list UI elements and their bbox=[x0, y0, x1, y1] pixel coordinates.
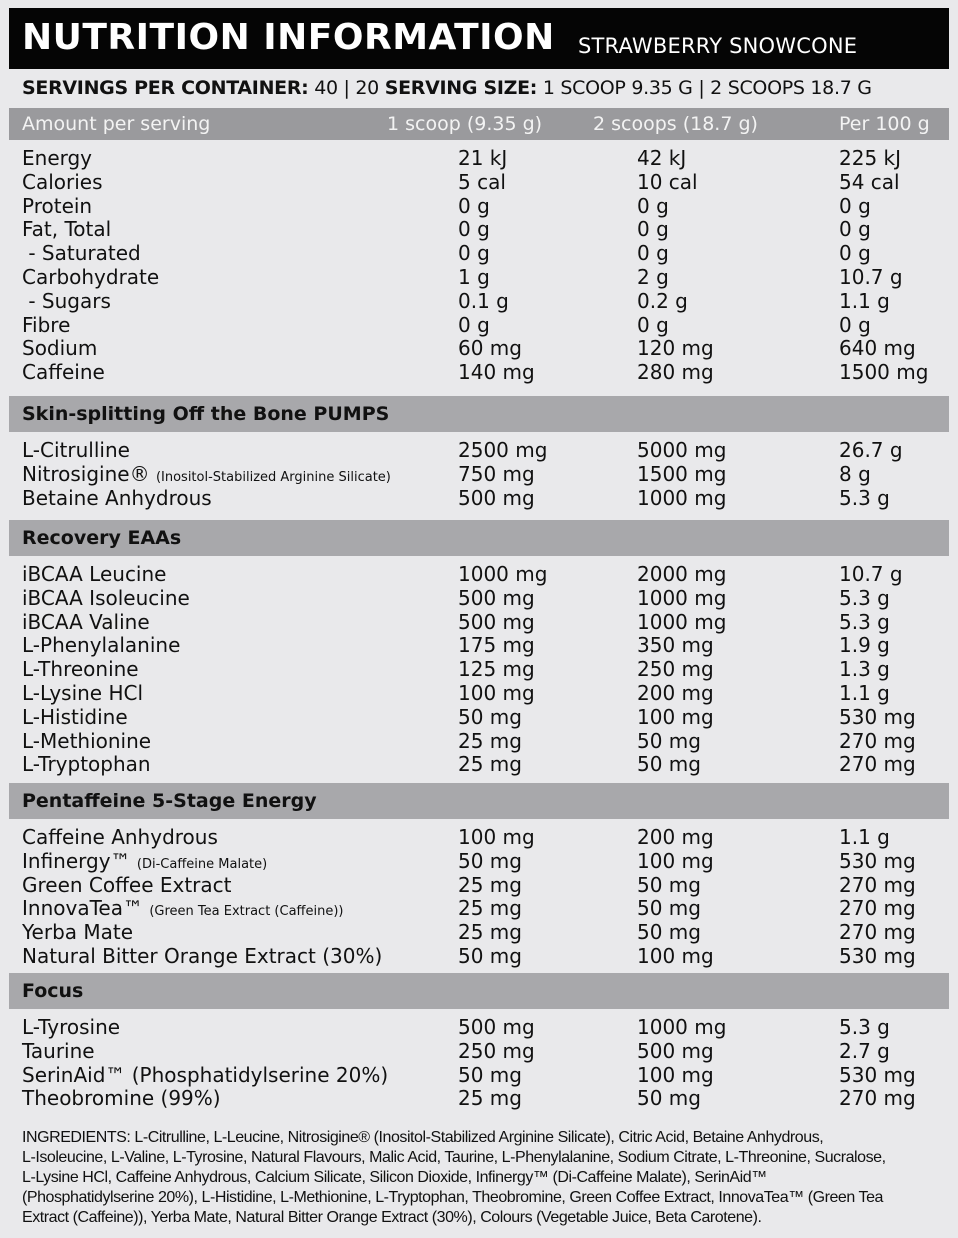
table-row bbox=[9, 849, 949, 873]
value-1-scoop: 50 mg bbox=[458, 944, 522, 968]
value-1-scoop: 25 mg bbox=[458, 1086, 522, 1110]
table-row bbox=[9, 1015, 949, 1039]
value-1-scoop: 125 mg bbox=[458, 657, 535, 681]
value-2-scoops: 100 mg bbox=[637, 1063, 714, 1087]
servings-per-container-value: 40 | 20 bbox=[314, 77, 379, 99]
title-bar bbox=[9, 8, 949, 69]
column-header-per-100g: Per 100 g bbox=[839, 113, 930, 135]
row-label: L-Histidine bbox=[22, 705, 128, 729]
row-name bbox=[22, 752, 151, 780]
value-1-scoop: 100 mg bbox=[458, 825, 535, 849]
value-per-100g: 5.3 g bbox=[839, 610, 890, 634]
value-per-100g: 26.7 g bbox=[839, 438, 903, 462]
value-per-100g: 530 mg bbox=[839, 705, 916, 729]
value-per-100g: 0 g bbox=[839, 217, 871, 241]
servings-line bbox=[22, 74, 872, 102]
row-label: L-Citrulline bbox=[22, 438, 130, 462]
row-label: L-Phenylalanine bbox=[22, 633, 181, 657]
value-1-scoop: 21 kJ bbox=[458, 146, 508, 170]
row-label: Infinergy™ bbox=[22, 849, 131, 873]
value-1-scoop: 1000 mg bbox=[458, 562, 548, 586]
value-per-100g: 5.3 g bbox=[839, 486, 890, 510]
row-label: iBCAA Leucine bbox=[22, 562, 167, 586]
table-row bbox=[9, 752, 949, 776]
table-row bbox=[9, 873, 949, 897]
section-title: Pentaffeine 5-Stage Energy bbox=[22, 790, 317, 812]
row-label: L-Tryptophan bbox=[22, 752, 151, 776]
row-label: - Saturated bbox=[22, 241, 141, 265]
nutrition-panel bbox=[9, 8, 949, 1230]
value-1-scoop: 500 mg bbox=[458, 1015, 535, 1039]
value-per-100g: 270 mg bbox=[839, 896, 916, 920]
value-2-scoops: 50 mg bbox=[637, 896, 701, 920]
value-per-100g: 270 mg bbox=[839, 729, 916, 753]
value-per-100g: 0 g bbox=[839, 194, 871, 218]
value-1-scoop: 1 g bbox=[458, 265, 490, 289]
section-header bbox=[9, 783, 949, 819]
table-row bbox=[9, 896, 949, 920]
table-row bbox=[9, 170, 949, 194]
value-per-100g: 1.3 g bbox=[839, 657, 890, 681]
row-label: - Sugars bbox=[22, 289, 111, 313]
table-row bbox=[9, 1063, 949, 1087]
value-per-100g: 1.1 g bbox=[839, 289, 890, 313]
row-name bbox=[22, 1086, 221, 1114]
row-label: Yerba Mate bbox=[22, 920, 134, 944]
value-2-scoops: 50 mg bbox=[637, 920, 701, 944]
value-per-100g: 530 mg bbox=[839, 1063, 916, 1087]
ingredients-text: INGREDIENTS: L-Citrulline, L-Leucine, Nitrosigine® (Inositol-Stabilized Arginine Silicate), Citric Acid, Betaine Anhydrous, L-Isoleucine, L-Valine, L-Tyrosine, Natural Flavours, Malic Acid, Taurine, L-Phenylalanine, Sodium Citrate, L-Threonine, Sucralose, L-Lysine HCl, Caffeine Anhydrous, Calcium Silicate, Silicon Dioxide, Infinergy™ (Di-Caffeine Malate), SerinAid™ (Phosphatidylserine 20%), L-Histidine, L-Methionine, L-Tryptophan, Theobromine, Green Coffee Extract, InnovaTea™ (Green Tea Extract (Caffeine)), Yerba Mate, Natural Bitter Orange Extract (30%), Colours (Vegetable Juice, Beta Carotene). bbox=[22, 1129, 886, 1226]
section-header bbox=[9, 520, 949, 556]
value-1-scoop: 0 g bbox=[458, 313, 490, 337]
table-row bbox=[9, 289, 949, 313]
value-per-100g: 640 mg bbox=[839, 336, 916, 360]
page-title: NUTRITION INFORMATION bbox=[22, 17, 555, 58]
table-row bbox=[9, 681, 949, 705]
column-header-2-scoops: 2 scoops (18.7 g) bbox=[593, 113, 758, 135]
value-1-scoop: 750 mg bbox=[458, 462, 535, 486]
value-2-scoops: 250 mg bbox=[637, 657, 714, 681]
value-1-scoop: 25 mg bbox=[458, 873, 522, 897]
value-1-scoop: 500 mg bbox=[458, 486, 535, 510]
value-2-scoops: 1000 mg bbox=[637, 1015, 727, 1039]
section-title: Focus bbox=[22, 980, 84, 1002]
row-label: Calories bbox=[22, 170, 103, 194]
value-per-100g: 5.3 g bbox=[839, 586, 890, 610]
section-header bbox=[9, 396, 949, 432]
flavour-label: STRAWBERRY SNOWCONE bbox=[578, 34, 858, 58]
value-per-100g: 1.1 g bbox=[839, 825, 890, 849]
row-label: Protein bbox=[22, 194, 93, 218]
servings-per-container-label: SERVINGS PER CONTAINER: bbox=[22, 77, 309, 99]
value-2-scoops: 0 g bbox=[637, 313, 669, 337]
table-row bbox=[9, 920, 949, 944]
value-1-scoop: 250 mg bbox=[458, 1039, 535, 1063]
row-label: L-Tyrosine bbox=[22, 1015, 121, 1039]
value-2-scoops: 50 mg bbox=[637, 1086, 701, 1110]
value-1-scoop: 25 mg bbox=[458, 752, 522, 776]
value-1-scoop: 50 mg bbox=[458, 705, 522, 729]
row-label: iBCAA Isoleucine bbox=[22, 586, 190, 610]
row-label: InnovaTea™ bbox=[22, 896, 143, 920]
row-label: Taurine bbox=[22, 1039, 95, 1063]
value-1-scoop: 25 mg bbox=[458, 896, 522, 920]
value-2-scoops: 1000 mg bbox=[637, 610, 727, 634]
row-label: Nitrosigine® bbox=[22, 462, 150, 486]
section-title: Skin-splitting Off the Bone PUMPS bbox=[22, 403, 390, 425]
table-row bbox=[9, 1039, 949, 1063]
section-title: Recovery EAAs bbox=[22, 527, 182, 549]
value-per-100g: 2.7 g bbox=[839, 1039, 890, 1063]
value-per-100g: 0 g bbox=[839, 241, 871, 265]
table-row bbox=[9, 241, 949, 265]
row-label: Theobromine (99%) bbox=[22, 1086, 221, 1110]
value-per-100g: 270 mg bbox=[839, 1086, 916, 1110]
value-2-scoops: 5000 mg bbox=[637, 438, 727, 462]
value-2-scoops: 0 g bbox=[637, 194, 669, 218]
row-label: Fibre bbox=[22, 313, 71, 337]
value-2-scoops: 1500 mg bbox=[637, 462, 727, 486]
value-per-100g: 1.1 g bbox=[839, 681, 890, 705]
value-per-100g: 225 kJ bbox=[839, 146, 902, 170]
table-row bbox=[9, 705, 949, 729]
value-1-scoop: 0 g bbox=[458, 217, 490, 241]
value-2-scoops: 0.2 g bbox=[637, 289, 688, 313]
value-2-scoops: 50 mg bbox=[637, 752, 701, 776]
value-2-scoops: 100 mg bbox=[637, 849, 714, 873]
row-label: Carbohydrate bbox=[22, 265, 160, 289]
value-2-scoops: 42 kJ bbox=[637, 146, 687, 170]
section-header bbox=[9, 973, 949, 1009]
value-1-scoop: 0 g bbox=[458, 241, 490, 265]
value-per-100g: 1.9 g bbox=[839, 633, 890, 657]
row-label: Fat, Total bbox=[22, 217, 112, 241]
row-label: Caffeine Anhydrous bbox=[22, 825, 218, 849]
value-1-scoop: 50 mg bbox=[458, 849, 522, 873]
table-row bbox=[9, 944, 949, 968]
row-name bbox=[22, 486, 212, 514]
value-1-scoop: 500 mg bbox=[458, 610, 535, 634]
row-label: Energy bbox=[22, 146, 93, 170]
value-per-100g: 270 mg bbox=[839, 752, 916, 776]
table-row bbox=[9, 1086, 949, 1110]
table-row bbox=[9, 313, 949, 337]
row-note: (Di-Caffeine Malate) bbox=[136, 857, 268, 872]
table-row bbox=[9, 438, 949, 462]
row-label: Green Coffee Extract bbox=[22, 873, 232, 897]
table-row bbox=[9, 462, 949, 486]
value-2-scoops: 0 g bbox=[637, 241, 669, 265]
value-1-scoop: 50 mg bbox=[458, 1063, 522, 1087]
value-per-100g: 8 g bbox=[839, 462, 871, 486]
value-1-scoop: 25 mg bbox=[458, 729, 522, 753]
row-label: iBCAA Valine bbox=[22, 610, 150, 634]
value-1-scoop: 5 cal bbox=[458, 170, 506, 194]
value-per-100g: 530 mg bbox=[839, 849, 916, 873]
row-label: Natural Bitter Orange Extract (30%) bbox=[22, 944, 383, 968]
value-per-100g: 10.7 g bbox=[839, 265, 903, 289]
table-row bbox=[9, 657, 949, 681]
value-1-scoop: 175 mg bbox=[458, 633, 535, 657]
value-2-scoops: 2000 mg bbox=[637, 562, 727, 586]
row-name bbox=[22, 360, 105, 388]
value-1-scoop: 60 mg bbox=[458, 336, 522, 360]
value-per-100g: 5.3 g bbox=[839, 1015, 890, 1039]
serving-size-value: 1 SCOOP 9.35 G | 2 SCOOPS 18.7 G bbox=[542, 77, 872, 99]
value-2-scoops: 280 mg bbox=[637, 360, 714, 384]
table-row bbox=[9, 586, 949, 610]
value-2-scoops: 100 mg bbox=[637, 944, 714, 968]
row-label: L-Lysine HCl bbox=[22, 681, 144, 705]
table-row bbox=[9, 610, 949, 634]
value-1-scoop: 2500 mg bbox=[458, 438, 548, 462]
value-2-scoops: 200 mg bbox=[637, 681, 714, 705]
row-label: SerinAid™ (Phosphatidylserine 20%) bbox=[22, 1063, 389, 1087]
value-2-scoops: 10 cal bbox=[637, 170, 698, 194]
value-per-100g: 270 mg bbox=[839, 920, 916, 944]
row-note: (Green Tea Extract (Caffeine)) bbox=[149, 904, 344, 919]
value-2-scoops: 50 mg bbox=[637, 873, 701, 897]
row-label: L-Methionine bbox=[22, 729, 152, 753]
table-row bbox=[9, 265, 949, 289]
table-row bbox=[9, 194, 949, 218]
table-row bbox=[9, 825, 949, 849]
column-header bbox=[9, 108, 949, 140]
table-row bbox=[9, 336, 949, 360]
value-1-scoop: 140 mg bbox=[458, 360, 535, 384]
value-per-100g: 0 g bbox=[839, 313, 871, 337]
value-1-scoop: 100 mg bbox=[458, 681, 535, 705]
row-label: Betaine Anhydrous bbox=[22, 486, 212, 510]
value-1-scoop: 500 mg bbox=[458, 586, 535, 610]
value-1-scoop: 0.1 g bbox=[458, 289, 509, 313]
value-1-scoop: 25 mg bbox=[458, 920, 522, 944]
value-per-100g: 270 mg bbox=[839, 873, 916, 897]
value-2-scoops: 50 mg bbox=[637, 729, 701, 753]
value-2-scoops: 200 mg bbox=[637, 825, 714, 849]
row-name bbox=[22, 944, 382, 972]
value-per-100g: 54 cal bbox=[839, 170, 900, 194]
table-row bbox=[9, 633, 949, 657]
value-per-100g: 1500 mg bbox=[839, 360, 929, 384]
row-label: L-Threonine bbox=[22, 657, 139, 681]
serving-size-label: SERVING SIZE: bbox=[384, 77, 538, 99]
row-label: Caffeine bbox=[22, 360, 105, 384]
value-2-scoops: 0 g bbox=[637, 217, 669, 241]
value-per-100g: 10.7 g bbox=[839, 562, 903, 586]
table-row bbox=[9, 562, 949, 586]
value-2-scoops: 500 mg bbox=[637, 1039, 714, 1063]
table-row bbox=[9, 360, 949, 384]
value-2-scoops: 350 mg bbox=[637, 633, 714, 657]
table-row bbox=[9, 729, 949, 753]
column-header-amount: Amount per serving bbox=[22, 113, 211, 135]
value-2-scoops: 1000 mg bbox=[637, 486, 727, 510]
table-row bbox=[9, 146, 949, 170]
value-2-scoops: 1000 mg bbox=[637, 586, 727, 610]
table-row bbox=[9, 217, 949, 241]
column-header-1-scoop: 1 scoop (9.35 g) bbox=[387, 113, 543, 135]
row-note: (Inositol-Stabilized Arginine Silicate) bbox=[155, 470, 391, 485]
row-label: Sodium bbox=[22, 336, 98, 360]
value-2-scoops: 2 g bbox=[637, 265, 669, 289]
value-per-100g: 530 mg bbox=[839, 944, 916, 968]
table-row bbox=[9, 486, 949, 510]
value-2-scoops: 100 mg bbox=[637, 705, 714, 729]
value-1-scoop: 0 g bbox=[458, 194, 490, 218]
value-2-scoops: 120 mg bbox=[637, 336, 714, 360]
